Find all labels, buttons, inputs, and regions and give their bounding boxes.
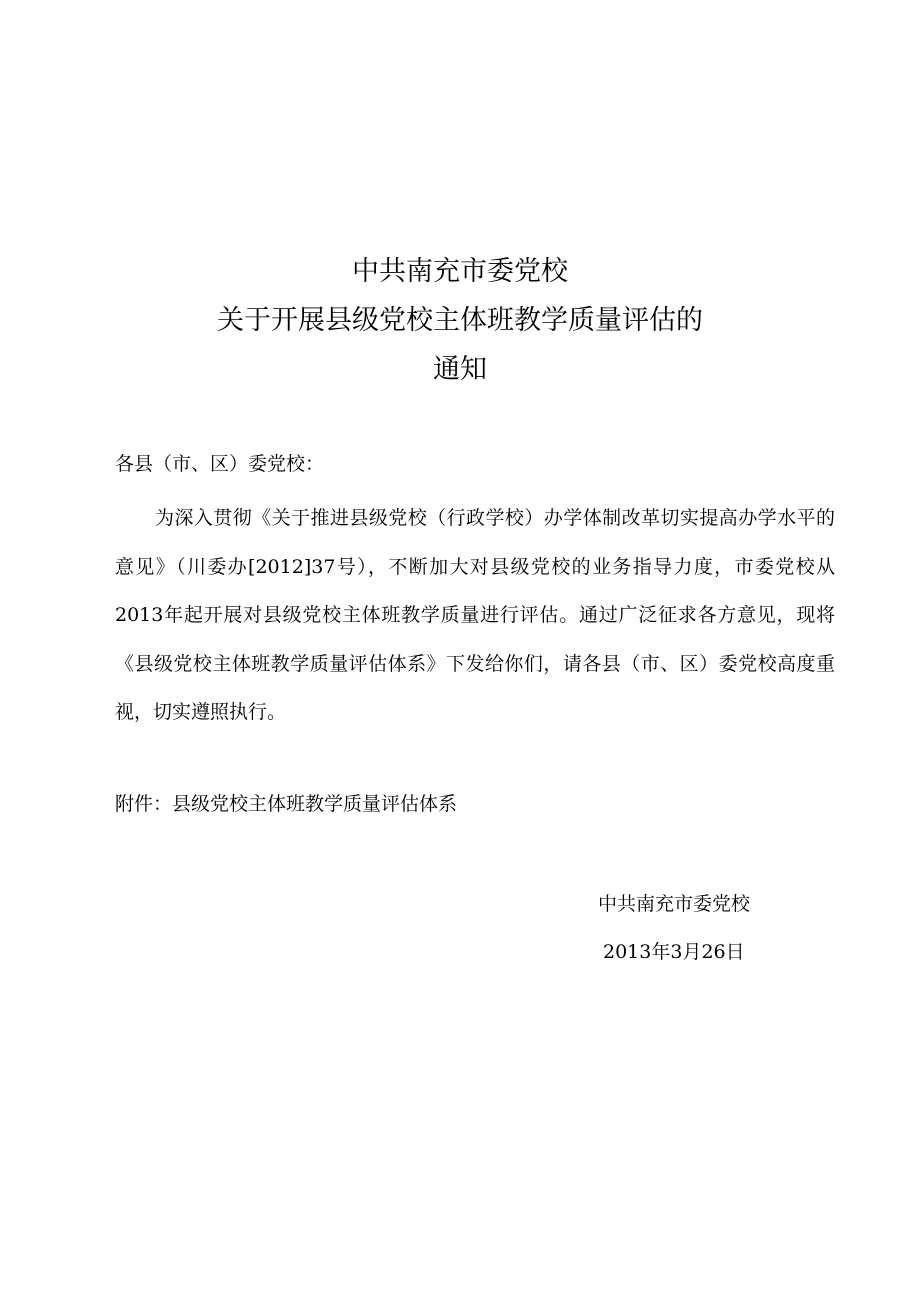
main-paragraph: 为深入贯彻《关于推进县级党校（行政学校）办学体制改革切实提高办学水平的意见》（川委办[2012]37号），不断加大对县级党校的业务指导力度，市委党校从2013年起开展对县级党校主体班教学质量进行评估。通过广泛征求各方意见，现将《县级党校主体班教学质量评估体系》下发给你们，请各县（市、区）委党校高度重视，切实遵照执行。 [115, 507, 835, 723]
document-title-line-3: 通知 [433, 354, 487, 385]
document-title-line-1: 中共南充市委党校 [352, 256, 568, 287]
signature-date: 2013年3月26日 [603, 941, 745, 963]
salutation: 各县（市、区）委党校： [115, 453, 325, 475]
attachment-line: 附件：县级党校主体班教学质量评估体系 [115, 793, 458, 815]
signature-organization: 中共南充市委党校 [598, 893, 751, 915]
document-title-line-2: 关于开展县级党校主体班教学质量评估的 [217, 305, 703, 336]
